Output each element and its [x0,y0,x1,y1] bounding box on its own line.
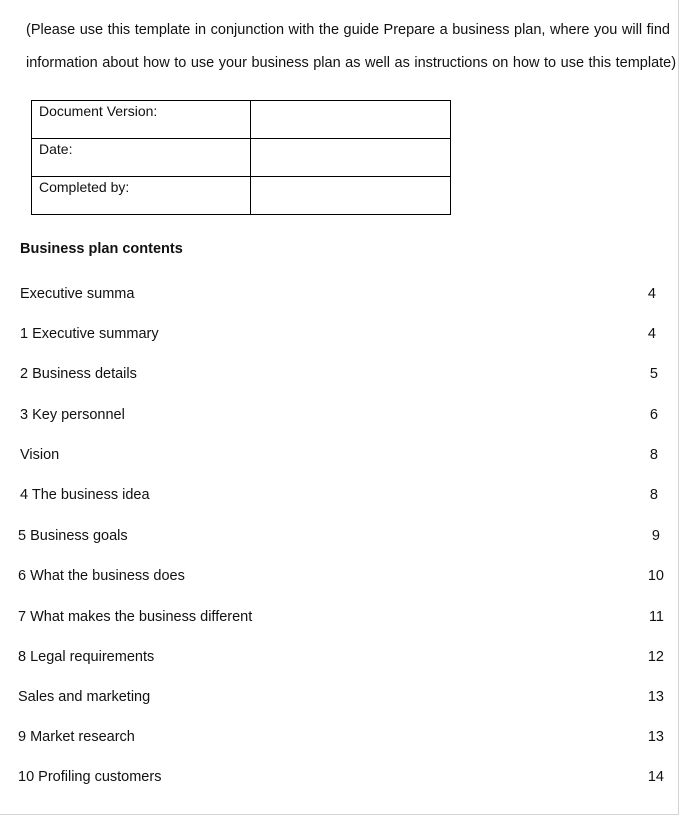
toc-entry-page: 13 [647,689,664,705]
toc-entry-page: 8 [649,447,658,463]
toc-entry-title: 5 Business goals [18,528,128,544]
toc-entry-page: 14 [647,769,664,785]
toc-heading: Business plan contents [20,241,183,257]
date-label: Date: [32,139,251,177]
toc-entry-title: 9 Market research [18,729,135,745]
toc-entry-page: 5 [649,366,658,382]
toc-entry-title: 8 Legal requirements [18,649,155,665]
toc-entry[interactable] [0,727,680,747]
toc-entry-title: 6 What the business does [18,568,185,584]
toc-entry-page: 9 [651,528,660,544]
toc-entry[interactable] [0,364,680,384]
toc-entry-title: 4 The business idea [20,487,150,503]
completed-by-value[interactable] [251,177,451,215]
toc-entry-title: 7 What makes the business different [18,609,253,625]
toc-entry-title: Executive summa [20,286,135,302]
document-version-value[interactable] [251,101,451,139]
table-row [32,177,451,215]
toc-entry[interactable] [0,607,680,627]
toc-entry-page: 11 [648,609,664,625]
completed-by-label: Completed by: [32,177,251,215]
toc-entry[interactable] [0,687,680,707]
toc-entry[interactable] [0,526,680,546]
toc-entry-title: 1 Executive summary [20,326,159,342]
toc-entry[interactable] [0,324,680,344]
document-version-label: Document Version: [32,101,251,139]
toc-entry-page: 6 [649,407,658,423]
toc-entry[interactable] [0,405,680,425]
toc-entry-page: 12 [647,649,664,665]
intro-text-line-2: information about how to use your business plan as well as instructions on how to use this template) [26,55,677,71]
toc-entry[interactable] [0,566,680,586]
date-value[interactable] [251,139,451,177]
toc-entry-page: 8 [649,487,658,503]
toc-entry[interactable] [0,485,680,505]
toc-entry[interactable] [0,647,680,667]
toc-entry-page: 10 [647,568,664,584]
toc-entry-title: Vision [20,447,60,463]
toc-entry-title: 10 Profiling customers [18,769,162,785]
table-row [32,101,451,139]
toc-entry[interactable] [0,767,680,787]
toc-entry-page: 4 [647,326,656,342]
intro-text-line-1: (Please use this template in conjunction with the guide Prepare a business plan, where you will find [26,22,670,38]
toc-entry[interactable] [0,445,680,465]
table-row [32,139,451,177]
document-info-table [31,100,451,215]
toc-entry-page: 13 [647,729,664,745]
toc-entry-title: 2 Business details [20,366,137,382]
toc-entry-page: 4 [647,286,656,302]
toc-entry[interactable] [0,284,680,304]
toc-entry-title: Sales and marketing [18,689,151,705]
toc-entry-title: 3 Key personnel [20,407,125,423]
